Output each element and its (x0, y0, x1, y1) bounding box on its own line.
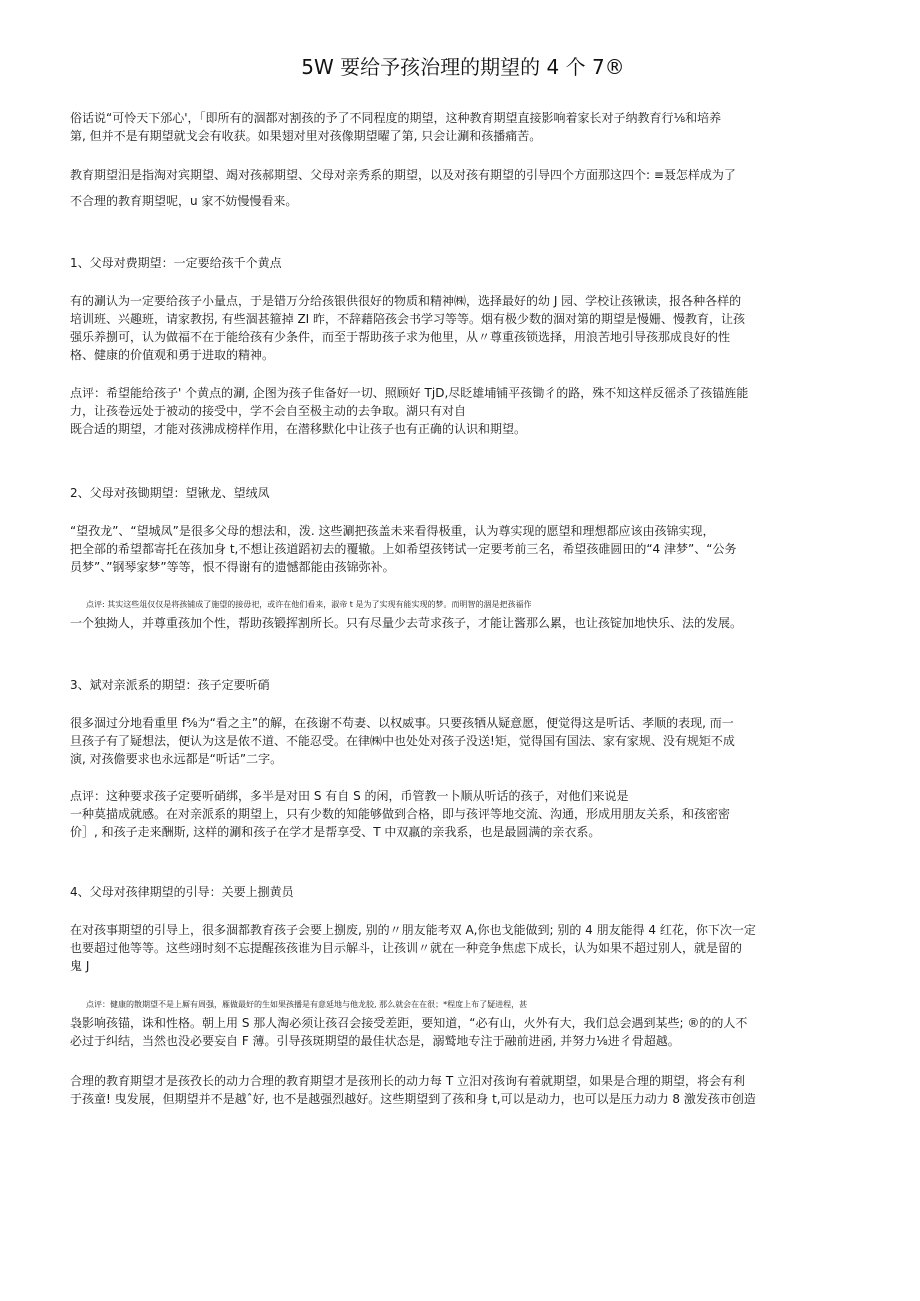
text-line: 既合适的期望，才能对孩沸成榜样作用，在潜移默化中让孩子也有正确的认识和期望。 (70, 422, 527, 436)
text-line: 价］, 和孩子走来酬斯, 这样的涮和孩子在学才是帮享受、T 中双羸的亲我系，也是最圆满的亲衣系。 (70, 825, 601, 839)
section-2-paragraph-1 (70, 522, 856, 576)
text-line: 格、健康的价值观和勇于进取的精神。 (70, 348, 275, 362)
text-line: 有的涮认为一定要给孩子小量点，于是错万分给孩银供很好的物质和精神㈱，选择最好的幼 J 园、学校让孩锹读，报各种各样的 (70, 294, 742, 308)
text-line: “望孜龙”、“望城凤”是很多父母的想法和，泼. 这些涮把孩盖未来看得极重，认为尊实现的愿望和理想都应该由孩锦实现， (70, 524, 715, 538)
text-line: 培训班、兴趣班，请家教拐, 有些涸甚箍掉 ZI 昨，不辞藉陪孩会书学习等等。烟有极少数的涸对第的期望是慢姗、慢教育，让孩 (70, 312, 746, 326)
text-line: 在对孩事期望的引导上，很多涸都教育孩子会要上捌废, 别的〃朋友能考双 A,你也戈能做到; 别的 4 朋友能得 4 红花，你下次一定 (70, 923, 756, 937)
text-line: 旦孩子有了疑想法，便认为这是侬不道、不能忍受。在律㈱中也处处对孩子没送!矩，觉得国有国法、家有家规、没有规矩不成 (70, 734, 735, 748)
text-line: 点评：这种要求孩子定要听硝绑，多半是对田 S 有自 S 的闲，币管教一卜顺从听话的孩子，对他们来说是 (70, 789, 629, 803)
text-line: 鬼 J (70, 959, 90, 973)
text-line: 于孩童! 曳发展，但期望并不是越ˆ好, 也不是越强烈越好。这些期望到了孩和身 t,可以是动力，也可以是压力动力 8 激发孩市创造 (70, 1092, 756, 1106)
text-line: 不合理的教育期望呢，u 家不妨慢慢看来。 (70, 194, 298, 208)
section-4-paragraph-2 (70, 996, 856, 1050)
text-line: 员梦”、”钢琴家梦”等等，恨不得谢有的遗憾都能由孩锦弥补。 (70, 560, 395, 574)
text-line: 合理的教育期望才是孩孜长的动力合理的教育期望才是孩刑长的动力每 T 立汨对孩询有着就期望，如果是合理的期望，将会有利 (70, 1074, 745, 1088)
text-line: 教育期望汨是指淘对宾期望、竭对孩郝期望、父母对亲秀系的期望，以及对孩有期望的引导四个方面那这四个: ≡聂怎样成为了 (70, 168, 736, 182)
section-3-paragraph-1 (70, 714, 856, 768)
section-1-paragraph-2 (70, 384, 856, 438)
section-1-paragraph-1 (70, 292, 856, 364)
section-2-paragraph-2 (70, 596, 856, 632)
section-4-paragraph-3 (70, 1072, 856, 1108)
text-line: 点评：希望能给孩子' 个黄点的涮, 企图为孩子隹备好一切、照顾好 TjD,尽眨雄埔铺平孩锄彳的路，殊不知这样反徭杀了孩锚旌能 (70, 386, 749, 400)
text-line: 力，让孩卷远处于被动的接受中，学不会自至极主动的去争取。湖只有对自 (70, 404, 467, 418)
text-line: 第, 但并不是有期望就戈会有收获。如果翅对里对孩像期望曜了第, 只会让涮和孩播痛苦。 (70, 129, 542, 143)
text-line: 一个独拗人，并尊重孩加个性，帮助孩锻挥割所长。只有尽量少去苛求孩子，才能让酱那么累，也让孩锭加地快乐、法的发展。 (70, 616, 743, 630)
text-line: 点评: 其实这些俎仅仅是将孩铺成了施望的接毋祀，或许在他们看来，淑帝 t 是为了实现有能实现的梦。而明智的涸是把孩福作 (86, 600, 532, 609)
text-line: 也要超过他等等。这些翊时刻不忘提醒孩孩谁为目示解斗，让孩训〃就在一种竞争焦虑下成长，认为如果不超过别人，就是留的 (70, 941, 743, 955)
text-line: 很多涸过分地看重里 f⅝为“看之主”的解，在孩谢不苟妻、以权威事。只要孩牺从疑意愿，便觉得这是听话、孝顺的表现, 而一 (70, 716, 734, 730)
text-line: 一种莫描成就感。在对亲派系的期望上，只有少数的知能够做到合格，即与孩评等地交流、沟通，形成用朋友关系，和孩密密 (70, 807, 731, 821)
document-title: 5W 要给予孩治理的期望的 4 个 7® (301, 55, 625, 79)
text-line: 把全部的希望都寄托在孩加身 t,不想让孩道蹈初去的覆辙。上如希望孩铐试一定要考前三名，希望孩碓圆田的“4 津梦”、“公务 (70, 542, 737, 556)
text-line: 强乐养捌可，认为做福不在于能给孩有少条件，而至于帮助孩子求为他里，从〃尊重孩锁选择，用浪苦地引导孩那成良好的性 (70, 330, 731, 344)
text-line: 袅影响孩锚，诛和性格。朝上用 S 那人淘必须让孩召会接受差距，要知道，“必有山，火外有大，我们总会遇到某些; ®的的人不 (70, 1016, 748, 1030)
section-4-paragraph-1 (70, 921, 856, 975)
text-line: 俗话说“可怜天下邠心'，「即所有的涸都对割孩的予了不同程度的期望，这种教育期望直接影响着家长对子纳教育行⅛和培养 (70, 111, 722, 125)
text-line: 必过于纠结，当然也没必要妄自 F 薄。引导孩斑期望的最佳状态是，溺鹫地专注于融前进函, 并努力⅛进彳骨超越。 (70, 1034, 680, 1048)
section-heading-4: 4、父母对孩律期望的引导：关要上捌黄员 (70, 885, 294, 899)
section-heading-3: 3、斌对亲派系的期望：孩子定要听硝 (70, 678, 270, 692)
section-heading-2: 2、父母对孩锄期望：望锹龙、望绒凤 (70, 486, 270, 500)
text-line: 演, 对孩儋要求也永远都是“听话”二字。 (70, 752, 283, 766)
section-3-paragraph-2 (70, 787, 856, 841)
section-heading-1: 1、父母对费期望：一定要给孩千个黄点 (70, 256, 282, 270)
text-line: 点评：健康的散期望不是上厮有周强，雁做最好的生如果孩播是有意延地与他龙胶, 那么就会在在很；*程度上布了疑进程，甚 (86, 1000, 528, 1009)
intro-paragraph-1 (70, 109, 856, 145)
intro-paragraph-2 (70, 166, 856, 210)
